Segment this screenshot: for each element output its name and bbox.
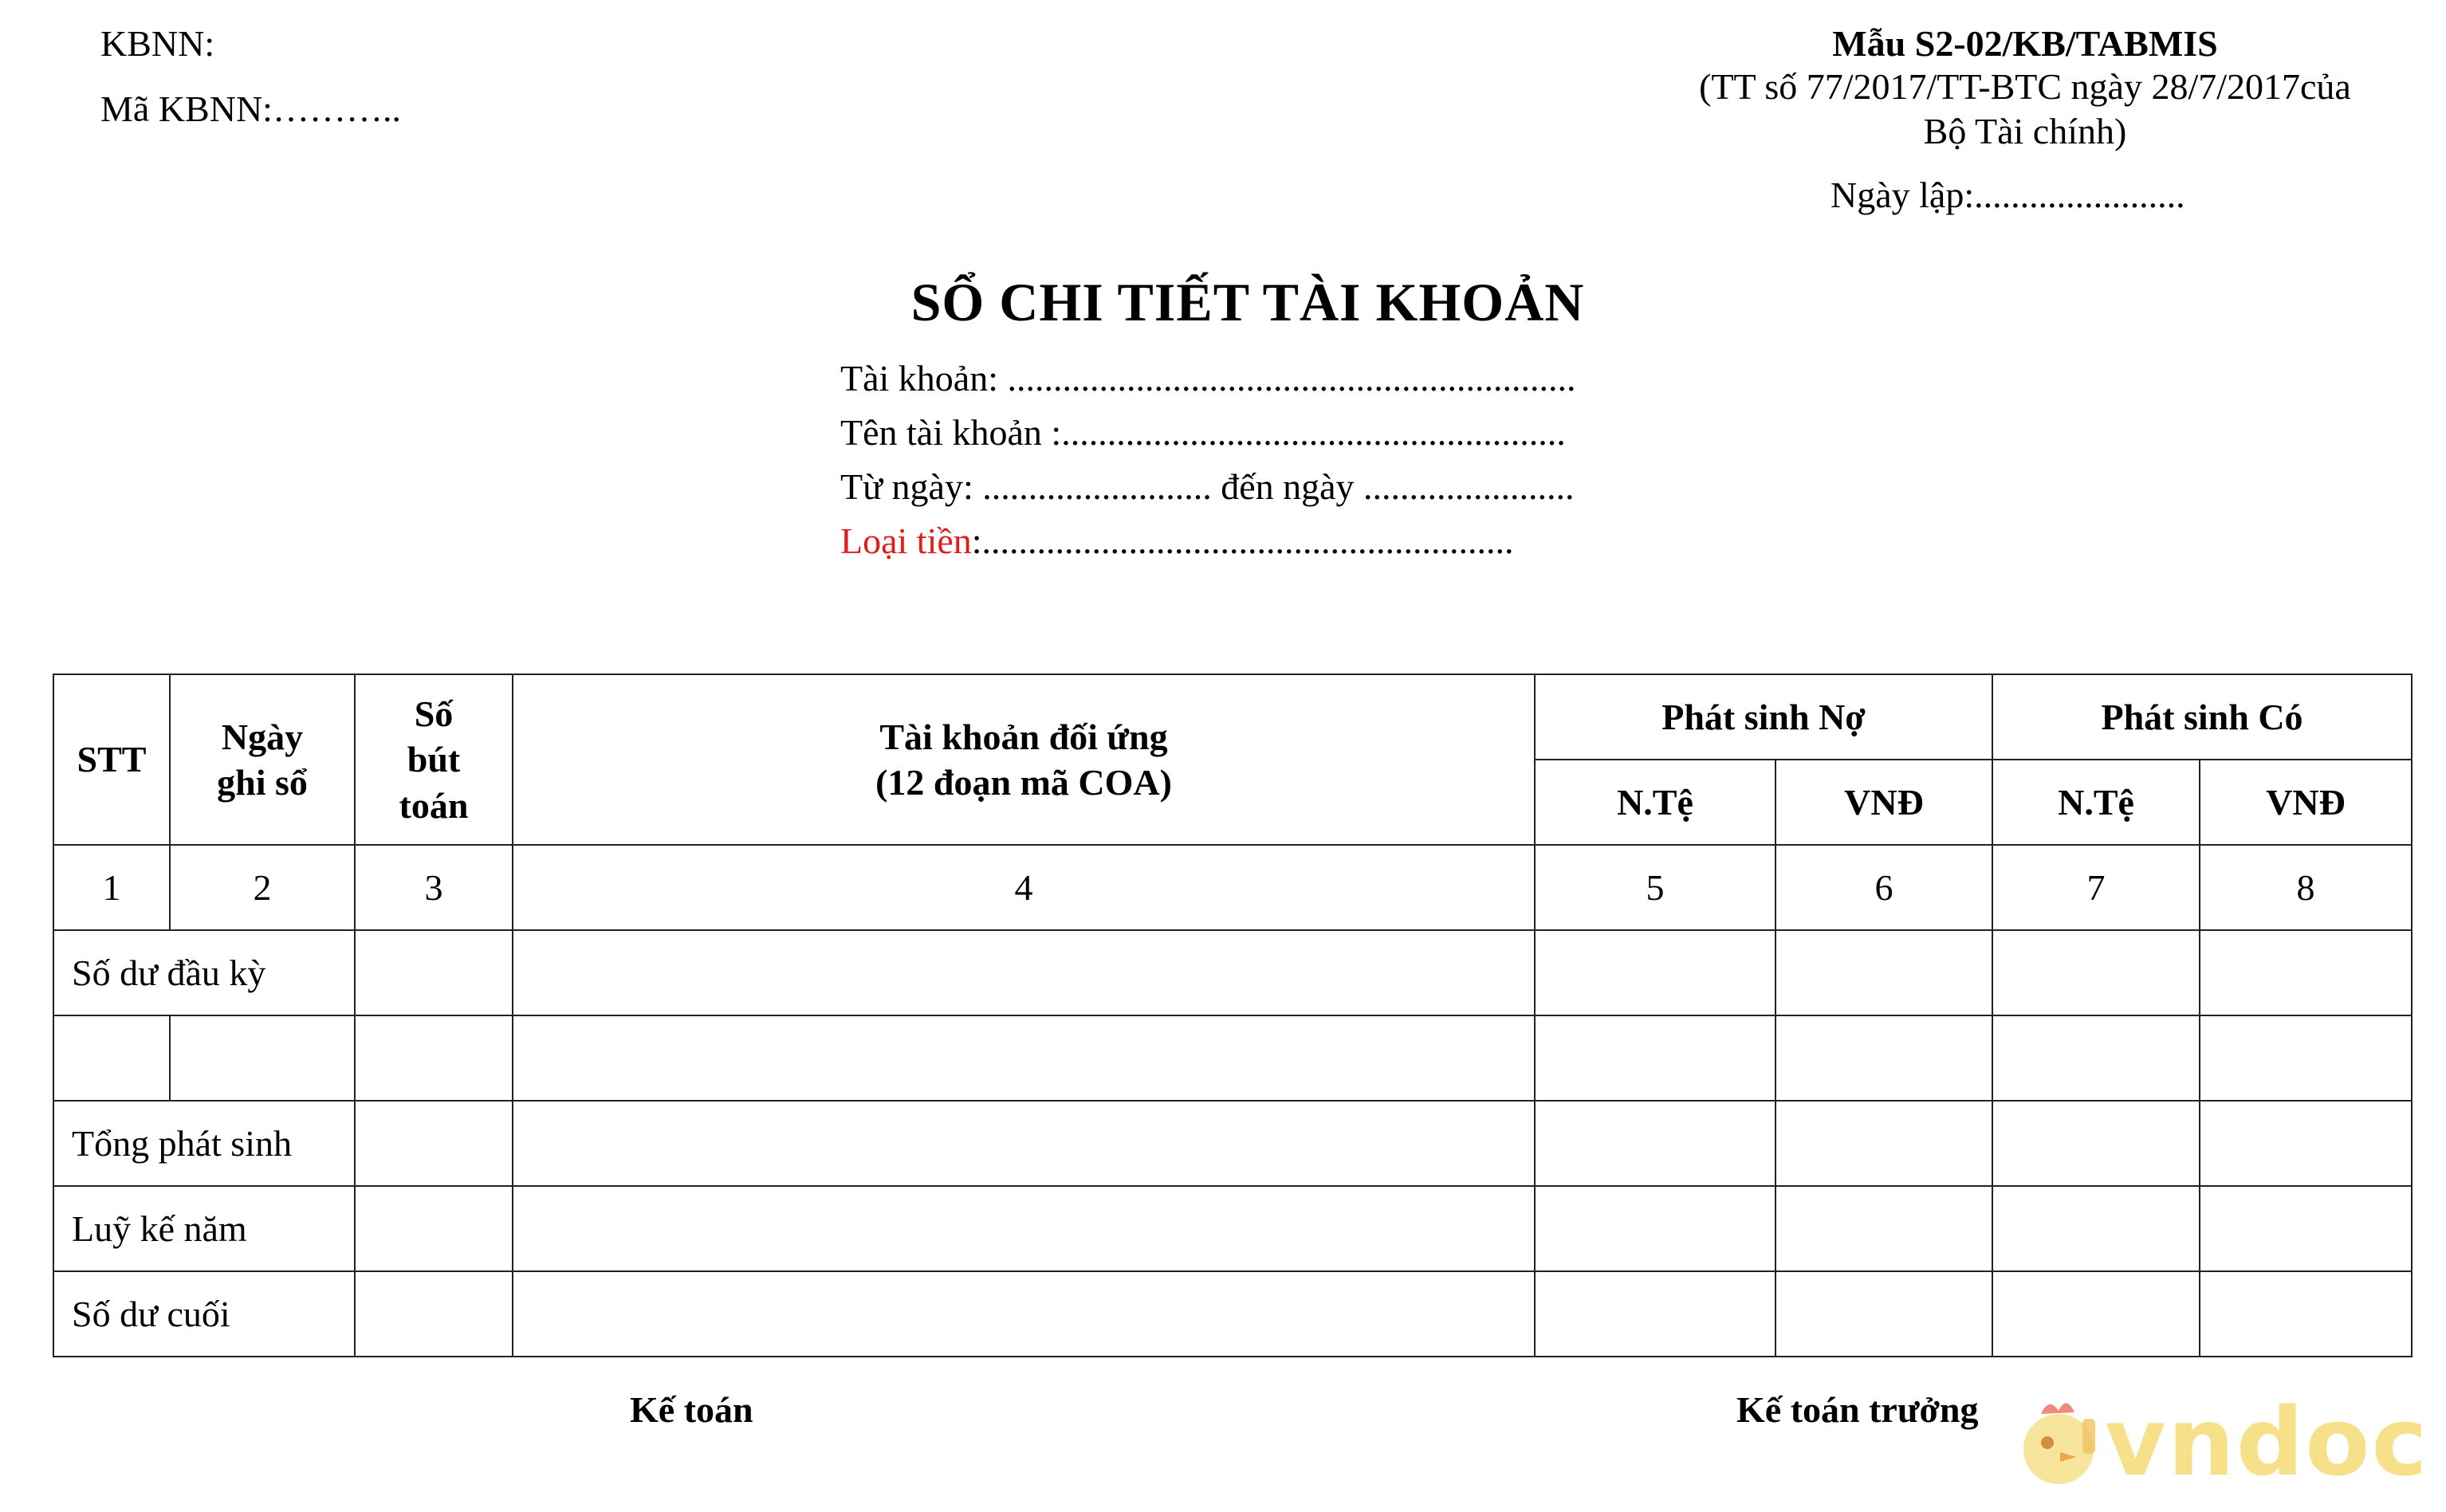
header-entry-no-line1: Số bbox=[414, 693, 454, 734]
table-cell bbox=[1776, 1101, 1992, 1186]
opening-balance-row bbox=[53, 930, 2412, 1015]
header-credit-text: Phát sinh Có bbox=[2101, 696, 2303, 737]
header-debit-vnd bbox=[1776, 760, 1992, 845]
header-debit-vnd-text: VNĐ bbox=[1844, 781, 1924, 823]
header-date-line2: ghi sổ bbox=[217, 762, 308, 803]
header-debit-nte bbox=[1535, 760, 1776, 845]
table-cell bbox=[2200, 930, 2412, 1015]
table-cell bbox=[355, 1015, 513, 1101]
table-cell bbox=[1776, 1186, 1992, 1271]
header-date bbox=[170, 674, 355, 845]
header-credit-nte bbox=[1992, 760, 2200, 845]
table-cell bbox=[1992, 1271, 2200, 1357]
total-row bbox=[53, 1101, 2412, 1186]
header-stt bbox=[53, 674, 170, 845]
header-entry-no-line3: toán bbox=[399, 784, 469, 826]
ytd-label: Luỹ kế năm bbox=[53, 1186, 355, 1271]
table-cell bbox=[1776, 1015, 1992, 1101]
header-debit bbox=[1535, 674, 1992, 760]
currency-label: Loại tiền bbox=[840, 520, 972, 561]
table-cell bbox=[1776, 1271, 1992, 1357]
table-cell bbox=[170, 1015, 355, 1101]
table-cell bbox=[1535, 930, 1776, 1015]
col-number-2: 2 bbox=[170, 845, 355, 930]
table-cell bbox=[2200, 1271, 2412, 1357]
table-cell bbox=[355, 930, 513, 1015]
header-credit-vnd-text: VNĐ bbox=[2266, 781, 2346, 823]
table-cell bbox=[1535, 1101, 1776, 1186]
column-number-row bbox=[53, 845, 2412, 930]
date-range-field: Từ ngày: ......................... đến ngày ....................... bbox=[840, 466, 1575, 507]
table-cell bbox=[1992, 1015, 2200, 1101]
ledger-table bbox=[53, 674, 2413, 1357]
header-entry-no-line2: bút bbox=[407, 739, 461, 780]
account-name-field: Tên tài khoản :....................................................... bbox=[840, 412, 1566, 453]
table-cell bbox=[513, 930, 1535, 1015]
closing-balance-row bbox=[53, 1271, 2412, 1357]
table-cell bbox=[1535, 1271, 1776, 1357]
table-cell bbox=[2200, 1101, 2412, 1186]
page-title: SỔ CHI TIẾT TÀI KHOẢN bbox=[910, 272, 1585, 332]
header-counter-account bbox=[513, 674, 1535, 845]
entry-row bbox=[53, 1015, 2412, 1101]
table-cell bbox=[513, 1015, 1535, 1101]
circular-line1: (TT số 77/2017/TT-BTC ngày 28/7/2017của bbox=[1699, 66, 2351, 107]
chief-accountant-signature: Kế toán trưởng bbox=[1736, 1389, 1979, 1430]
table-cell bbox=[1992, 1101, 2200, 1186]
date-created: Ngày lập:....................... bbox=[1831, 175, 2185, 215]
ma-kbnn-label: Mã KBNN:……….. bbox=[100, 88, 401, 129]
circular-line2: Bộ Tài chính) bbox=[1923, 111, 2127, 151]
kbnn-label: KBNN: bbox=[100, 23, 215, 64]
col-number-6: 6 bbox=[1776, 845, 1992, 930]
header-counter-account-line1: Tài khoản đối ứng bbox=[879, 716, 1168, 757]
table-cell bbox=[53, 1015, 170, 1101]
table-cell bbox=[1776, 930, 1992, 1015]
table-cell bbox=[513, 1186, 1535, 1271]
total-label: Tổng phát sinh bbox=[53, 1101, 355, 1186]
header-credit bbox=[1992, 674, 2412, 760]
header-debit-nte-text: N.Tệ bbox=[1617, 781, 1693, 823]
ytd-row bbox=[53, 1186, 2412, 1271]
table-cell bbox=[355, 1271, 513, 1357]
header-credit-vnd bbox=[2200, 760, 2412, 845]
header-credit-nte-text: N.Tệ bbox=[2058, 781, 2134, 823]
table-cell bbox=[1992, 930, 2200, 1015]
table-cell bbox=[355, 1101, 513, 1186]
table-cell bbox=[1535, 1015, 1776, 1101]
currency-dots: :.......................................................... bbox=[971, 520, 1514, 561]
col-number-1: 1 bbox=[53, 845, 170, 930]
opening-balance-label: Số dư đầu kỳ bbox=[53, 930, 355, 1015]
header-date-line1: Ngày bbox=[221, 716, 304, 757]
accountant-signature: Kế toán bbox=[630, 1389, 753, 1430]
header-counter-account-line2: (12 đoạn mã COA) bbox=[875, 762, 1172, 803]
col-number-3: 3 bbox=[355, 845, 513, 930]
form-code bbox=[1602, 22, 2446, 65]
table-cell bbox=[2200, 1015, 2412, 1101]
account-field: Tài khoản: .............................................................. bbox=[840, 358, 1576, 399]
table-cell bbox=[513, 1101, 1535, 1186]
table-cell bbox=[513, 1271, 1535, 1357]
watermark-text: vndoc bbox=[2105, 1387, 2429, 1497]
header-entry-no bbox=[355, 674, 513, 845]
table-cell bbox=[2200, 1186, 2412, 1271]
col-number-8: 8 bbox=[2200, 845, 2412, 930]
col-number-4: 4 bbox=[513, 845, 1535, 930]
table-cell bbox=[1992, 1186, 2200, 1271]
currency-field bbox=[840, 520, 1514, 562]
col-number-5: 5 bbox=[1535, 845, 1776, 930]
closing-balance-label: Số dư cuối bbox=[53, 1271, 355, 1357]
col-number-7: 7 bbox=[1992, 845, 2200, 930]
table-cell bbox=[1535, 1186, 1776, 1271]
table-cell bbox=[355, 1186, 513, 1271]
form-code-text: Mẫu S2-02/KB/TABMIS bbox=[1832, 23, 2218, 64]
header-debit-text: Phát sinh Nợ bbox=[1661, 696, 1866, 737]
header-stt-text: STT bbox=[77, 739, 147, 780]
